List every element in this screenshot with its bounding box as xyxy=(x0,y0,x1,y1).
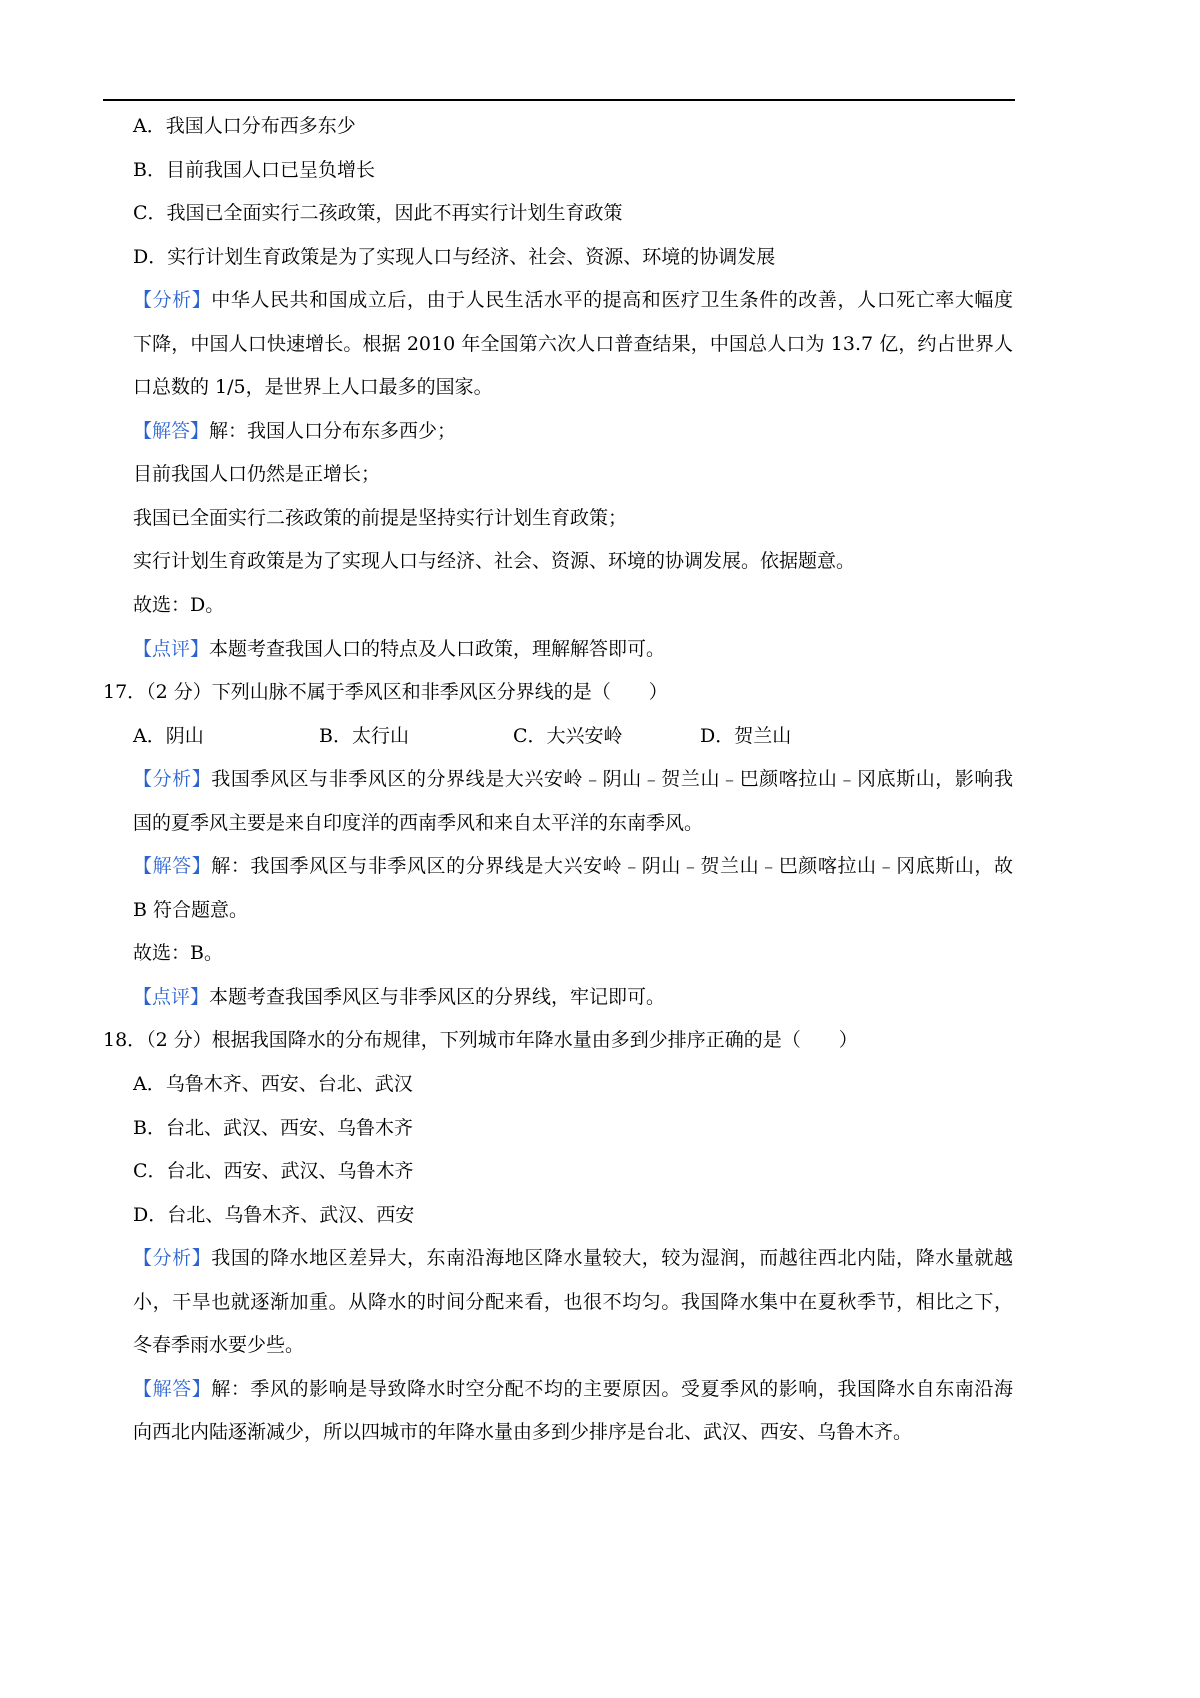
q17-option-b: B．太行山 xyxy=(319,724,409,747)
q16-analysis-text: 中华人民共和国成立后，由于人民生活水平的提高和医疗卫生条件的改善，人口死亡率大幅度 xyxy=(211,289,1013,312)
q16-comment-line xyxy=(0,628,1200,672)
comment-tag: 【点评】 xyxy=(133,637,210,660)
q17-option-c: C．大兴安岭 xyxy=(513,724,623,747)
q16-option-d: D．实行计划生育政策是为了实现人口与经济、社会、资源、环境的协调发展 xyxy=(133,245,776,268)
q18-option-b: B．台北、武汉、西安、乌鲁木齐 xyxy=(133,1116,413,1139)
q18-option-a: A．乌鲁木齐、西安、台北、武汉 xyxy=(133,1073,413,1096)
q17-analysis-line xyxy=(0,758,1013,802)
header-rule xyxy=(103,99,1015,101)
q18-stem: 18．（2 分）根据我国降水的分布规律，下列城市年降水量由多到少排序正确的是（ ） xyxy=(103,1029,858,1052)
q16-option-c: C．我国已全面实行二孩政策，因此不再实行计划生育政策 xyxy=(133,202,623,225)
analysis-tag: 【分析】 xyxy=(133,768,212,791)
q18-solution-line xyxy=(0,1368,1013,1412)
q18-option-d: D．台北、乌鲁木齐、武汉、西安 xyxy=(133,1203,415,1226)
document-body xyxy=(0,105,1200,1455)
q17-option-a: A．阴山 xyxy=(133,724,204,747)
q16-solution-text: 解：我国人口分布东多西少； xyxy=(209,419,457,442)
solution-tag: 【解答】 xyxy=(133,1377,212,1400)
q18-solution-line: 向西北内陆逐渐减少，所以四城市的年降水量由多到少排序是台北、武汉、西安、乌鲁木齐。 xyxy=(133,1421,913,1444)
q18-option-c: C．台北、西安、武汉、乌鲁木齐 xyxy=(133,1160,414,1183)
q17-solution-line: B 符合题意。 xyxy=(133,898,249,921)
q17-comment-line xyxy=(0,976,1200,1020)
q18-analysis-line xyxy=(0,1237,1013,1281)
q16-comment-text: 本题考查我国人口的特点及人口政策，理解解答即可。 xyxy=(209,637,666,660)
solution-tag: 【解答】 xyxy=(133,855,212,878)
comment-tag: 【点评】 xyxy=(133,985,210,1008)
q16-solution-line: 目前我国人口仍然是正增长； xyxy=(133,463,381,486)
solution-tag: 【解答】 xyxy=(133,419,210,442)
q17-solution-line xyxy=(0,845,1013,889)
q17-analysis-text: 我国季风区与非季风区的分界线是大兴安岭﹣阴山﹣贺兰山﹣巴颜喀拉山﹣冈底斯山，影响我 xyxy=(211,768,1013,791)
analysis-tag: 【分析】 xyxy=(133,289,212,312)
q18-analysis-line: 冬春季雨水要少些。 xyxy=(133,1334,305,1357)
q17-comment-text: 本题考查我国季风区与非季风区的分界线，牢记即可。 xyxy=(209,985,666,1008)
q16-analysis-line: 下降，中国人口快速增长。根据 2010 年全国第六次人口普查结果，中国总人口为 13.7 亿，约占世界人 xyxy=(133,332,1013,355)
q17-options-row xyxy=(0,715,1200,759)
q16-analysis-line xyxy=(0,279,1013,323)
q16-answer: 故选：D。 xyxy=(133,594,225,617)
q17-option-d: D．贺兰山 xyxy=(700,724,792,747)
q17-answer: 故选：B。 xyxy=(133,942,223,965)
q16-solution-line xyxy=(0,410,1200,454)
q18-analysis-line: 小，干旱也就逐渐加重。从降水的时间分配来看，也很不均匀。我国降水集中在夏秋季节，相比之下， xyxy=(133,1290,1013,1313)
q17-stem: 17．（2 分）下列山脉不属于季风区和非季风区分界线的是（ ） xyxy=(103,681,668,704)
q16-analysis-line: 口总数的 1/5，是世界上人口最多的国家。 xyxy=(133,376,493,399)
q16-option-a: A．我国人口分布西多东少 xyxy=(133,115,356,137)
analysis-tag: 【分析】 xyxy=(133,1247,212,1270)
q17-solution-text: 解：我国季风区与非季风区的分界线是大兴安岭﹣阴山﹣贺兰山﹣巴颜喀拉山﹣冈底斯山，故 xyxy=(211,855,1013,878)
q16-solution-line: 实行计划生育政策是为了实现人口与经济、社会、资源、环境的协调发展。依据题意。 xyxy=(133,550,856,573)
q17-analysis-line: 国的夏季风主要是来自印度洋的西南季风和来自太平洋的东南季风。 xyxy=(133,811,704,834)
q18-analysis-text: 我国的降水地区差异大，东南沿海地区降水量较大，较为湿润，而越往西北内陆，降水量就越 xyxy=(211,1247,1013,1270)
q16-option-b: B．目前我国人口已呈负增长 xyxy=(133,158,375,181)
q16-solution-line: 我国已全面实行二孩政策的前提是坚持实行计划生育政策； xyxy=(133,506,628,529)
q18-solution-text: 解：季风的影响是导致降水时空分配不均的主要原因。受夏季风的影响，我国降水自东南沿海 xyxy=(211,1377,1013,1400)
